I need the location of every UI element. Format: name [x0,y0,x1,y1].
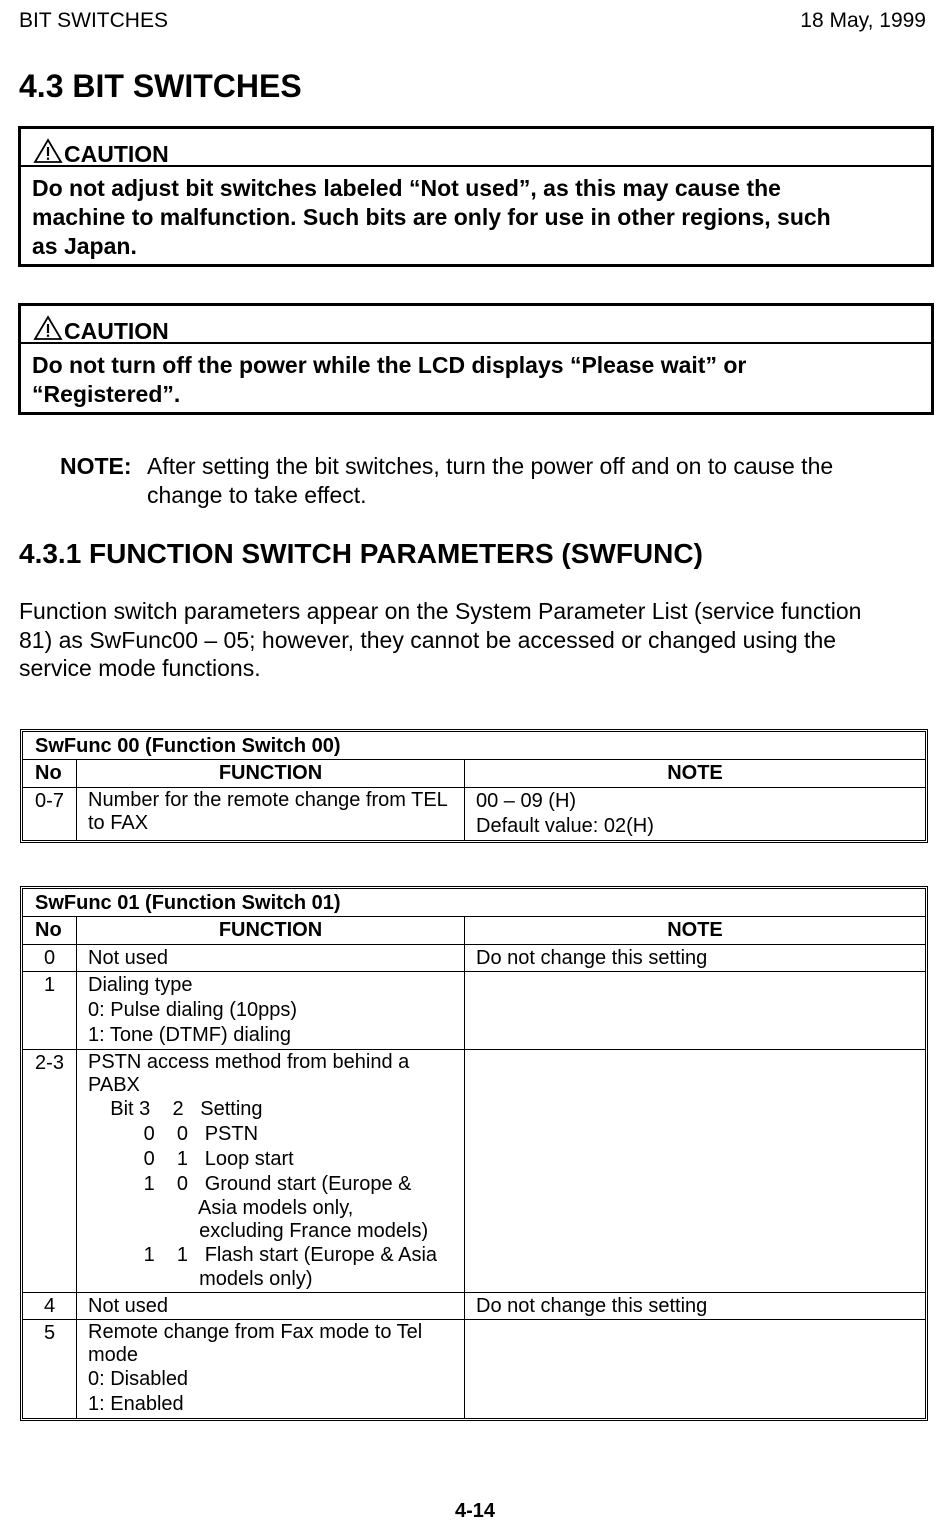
table-row [23,1293,925,1320]
column-header-no: No [23,760,77,788]
running-header-date: 18 May, 1999 [800,9,926,32]
bit-setting-line: models only) [88,1268,313,1290]
bit-number: 2-3 [23,1050,77,1293]
bit-setting-line: Asia models only, [88,1197,354,1219]
note-label: NOTE: [60,453,132,479]
function-line: Dialing type [88,974,193,996]
caution-label: CAUTION [64,141,169,167]
caution-line: machine to malfunction. Such bits are only for use in other regions, such [32,204,831,230]
section-title: 4.3 BIT SWITCHES [19,68,302,104]
table-row [23,972,925,1050]
caution-line: “Registered”. [32,381,181,407]
caution-text [21,167,931,266]
function-line: PSTN access method from behind a [88,1051,410,1073]
function-cell [77,788,465,841]
function-cell [77,1050,465,1293]
swfunc01-table [20,886,928,1421]
bit-number: 4 [23,1293,77,1320]
bit-setting-line: 0 1 Loop start [88,1148,294,1170]
note-cell [465,1320,926,1419]
warning-triangle-icon [33,315,63,341]
intro-line: service mode functions. [19,655,261,681]
function-cell: Not used [77,945,465,972]
bit-setting-line: excluding France models) [88,1220,429,1242]
bit-setting-line: Bit 3 2 Setting [88,1098,263,1120]
bit-setting-line: 1 1 Flash start (Europe & Asia [88,1244,438,1266]
bit-number: 1 [23,972,77,1050]
caution-line: Do not turn off the power while the LCD displays “Please wait” or [32,352,747,378]
running-header-title: BIT SWITCHES [19,9,168,32]
note-line: After setting the bit switches, turn the power off and on to cause the [147,453,834,479]
column-header-note: NOTE [465,760,926,788]
column-header-function: FUNCTION [77,760,465,788]
note-line: change to take effect. [147,482,367,508]
bit-number: 0 [23,945,77,972]
function-line: mode [88,1344,139,1366]
intro-line: 81) as SwFunc00 – 05; however, they cannot be accessed or changed using the [19,626,837,653]
page-number: 4-14 [454,1500,496,1522]
intro-paragraph [19,597,939,683]
table-row [23,945,925,972]
note-cell [465,972,926,1050]
bit-number: 0-7 [23,788,77,841]
function-cell [77,1320,465,1419]
table-row [23,788,925,841]
caution-label: CAUTION [64,318,169,344]
function-line: 1: Tone (DTMF) dialing [88,1024,292,1046]
note-text [147,452,920,510]
bit-number: 5 [23,1320,77,1419]
caution-line: as Japan. [32,233,137,259]
function-line: Number for the remote change from TEL [88,789,448,811]
column-header-no: No [23,917,77,945]
column-header-note: NOTE [465,917,926,945]
table-caption: SwFunc 00 (Function Switch 00) [23,732,925,760]
note [60,452,920,510]
column-header-function: FUNCTION [77,917,465,945]
note-cell: Do not change this setting [465,945,926,972]
function-cell [77,972,465,1050]
caution-header [21,306,931,344]
caution-line: Do not adjust bit switches labeled “Not used”, as this may cause the [32,175,781,201]
function-cell: Not used [77,1293,465,1320]
table-caption: SwFunc 01 (Function Switch 01) [23,889,925,917]
function-line: 1: Enabled [88,1393,184,1415]
table-header-row [23,917,925,945]
caution-box-2 [18,303,934,415]
caution-header [21,129,931,167]
note-cell: Do not change this setting [465,1293,926,1320]
note-cell [465,1050,926,1293]
caution-text [21,344,931,414]
table-row [23,1320,925,1419]
function-line: PABX [88,1074,140,1096]
bit-setting-line: 0 0 PSTN [88,1123,259,1145]
subsection-title: 4.3.1 FUNCTION SWITCH PARAMETERS (SWFUNC) [19,538,703,569]
function-line: to FAX [88,812,149,834]
table-header-row [23,760,925,788]
intro-line: Function switch parameters appear on the System Parameter List (service function [19,598,862,624]
bit-setting-line: 1 0 Ground start (Europe & [88,1173,412,1195]
note-line: 00 – 09 (H) [476,790,577,812]
warning-triangle-icon [33,138,63,164]
table-row [23,1050,925,1293]
note-cell [465,788,926,841]
caution-box-1 [18,126,934,267]
note-line: Default value: 02(H) [476,815,654,837]
swfunc00-table [20,729,928,843]
function-line: 0: Disabled [88,1368,189,1390]
function-line: 0: Pulse dialing (10pps) [88,999,298,1021]
function-line: Remote change from Fax mode to Tel [88,1321,423,1343]
